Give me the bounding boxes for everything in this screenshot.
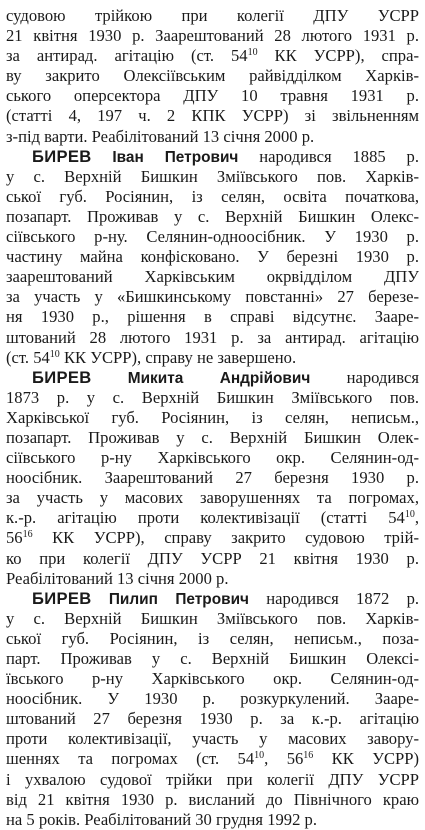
text-line xyxy=(6,528,419,548)
text-line xyxy=(6,508,419,528)
text-line: ської губ. Росіянин, із селян, неписьм., поза- xyxy=(6,628,419,648)
superscript: 10 xyxy=(254,750,265,762)
text-line: судовою трійкою при колегії ДПУ УСРР xyxy=(6,6,419,25)
text-line: у с. Верхній Бишкин Зміївського пов. Харків- xyxy=(6,608,419,628)
entry-heading-line xyxy=(6,368,419,388)
text-line: Реабілітований 13 січня 2000 р. xyxy=(6,568,229,588)
text-line: ноосібник. Заарештований 27 березня 1930 р. xyxy=(6,468,419,488)
text-line: позапарт. Проживав у с. Верхній Бишкин Олекс- xyxy=(6,206,419,226)
text-line: ської губ. Росіянин, із селян, освіта початкова, xyxy=(6,186,419,206)
entry-heading-line xyxy=(6,589,419,609)
text-segment: народився 1885 р. xyxy=(238,146,419,166)
text-segment: КК УСРР) xyxy=(313,749,420,769)
text-line: ву закрито Олексіївським райвідділком Харків- xyxy=(6,66,419,86)
text-segment: шеннях та погромах (ст. 54 xyxy=(6,749,255,769)
text-segment: народився 1872 р. xyxy=(248,588,420,608)
text-line: частину майна конфісковано. У березні 1930 р. xyxy=(6,247,419,267)
text-segment: КК УСРР), спра- xyxy=(257,46,419,66)
text-line: ко при колегії ДПУ УСРР 21 квітня 1930 р. xyxy=(6,548,419,568)
superscript: 10 xyxy=(49,348,60,360)
entry-given-name: Микита Андрійович xyxy=(127,369,311,387)
entry-given-name: Іван Петрович xyxy=(112,148,239,166)
text-line: на 5 років. Реабілітований 30 грудня 1992 р. xyxy=(6,809,317,829)
text-line: ноосібник. У 1930 р. розкуркулений. Зааре- xyxy=(6,689,419,709)
entry-pylyp-byrev xyxy=(6,589,419,830)
text-line: 21 квітня 1930 р. Заарештований 28 лютого 1931 р. xyxy=(6,26,419,46)
text-line: проти колективізації, участь у масових завору- xyxy=(6,729,419,749)
text-segment: к.-р. агітацію проти колективізації (статті 54 xyxy=(6,508,405,528)
entry-continuation xyxy=(6,6,419,147)
superscript: 16 xyxy=(303,750,314,762)
text-segment: за антирад. агітацію (ст. 54 xyxy=(6,46,248,66)
text-segment: , xyxy=(414,508,419,528)
text-line: заарештований Харківським окрвідділом ДПУ xyxy=(6,267,419,287)
text-line: Харківської губ. Росіянин, із селян, неписьм., xyxy=(6,407,419,427)
text-segment: народився xyxy=(310,367,419,387)
superscript: 10 xyxy=(404,509,415,521)
entry-given-name: Пилип Петрович xyxy=(108,590,249,608)
text-segment: , 56 xyxy=(264,749,304,769)
text-segment: КК УСРР), справу закрито судовою трій- xyxy=(32,528,419,548)
text-line: сіївського р-ну Харківського окр. Селянин-од- xyxy=(6,448,419,468)
text-line: у с. Верхній Бишкин Зміївського пов. Харків- xyxy=(6,166,419,186)
text-line: і ухвалою судової трійки при колегії ДПУ УСРР xyxy=(6,769,419,789)
text-segment: 56 xyxy=(6,528,23,548)
text-line: парт. Проживав у с. Верхній Бишкин Олексі- xyxy=(6,649,419,668)
superscript: 16 xyxy=(22,529,33,541)
text-line: ського оперсектора ДПУ 10 травня 1931 р. xyxy=(6,86,419,106)
entry-surname: БИРЕВ xyxy=(32,146,92,166)
text-line: з-під варти. Реабілітований 13 січня 2000 р. xyxy=(6,126,315,146)
entry-surname: БИРЕВ xyxy=(32,367,92,387)
text-line xyxy=(6,348,419,368)
text-line: від 21 квітня 1930 р. висланий до Північного краю xyxy=(6,789,419,809)
text-line: ня 1930 р., рішення в справі відсутнє. Зааре- xyxy=(6,307,419,327)
text-line: штований 27 березня 1930 р. за к.-р. агітацію xyxy=(6,709,419,729)
text-line: ївського р-ну Харківського окр. Селянин-од- xyxy=(6,669,419,689)
text-line xyxy=(6,749,419,769)
entry-mykyta-byrev xyxy=(6,368,419,589)
text-line: позапарт. Проживав у с. Верхній Бишкин Олек- xyxy=(6,427,419,447)
entry-surname: БИРЕВ xyxy=(32,588,92,608)
text-line: (статті 4, 197 ч. 2 КПК УСРР) зі звільненням xyxy=(6,106,419,126)
entry-heading-line xyxy=(6,147,419,167)
text-segment: КК УСРР), справу не завершено. xyxy=(59,347,297,367)
text-line: штований 28 лютого 1931 р. за антирад. агітацію xyxy=(6,327,419,347)
text-line: за участь у «Бишкинському повстанні» 27 березе- xyxy=(6,287,419,307)
text-line: за участь у масових заворушеннях та погромах, xyxy=(6,488,419,508)
superscript: 10 xyxy=(247,47,258,59)
text-line: 1873 р. у с. Верхній Бишкин Зміївського пов. xyxy=(6,387,419,407)
text-line xyxy=(6,46,419,66)
text-line: сіївського р-ну. Селянин-одноосібник. У 1930 р. xyxy=(6,227,419,247)
entry-ivan-byrev xyxy=(6,147,419,368)
text-segment: (ст. 54 xyxy=(6,347,50,367)
